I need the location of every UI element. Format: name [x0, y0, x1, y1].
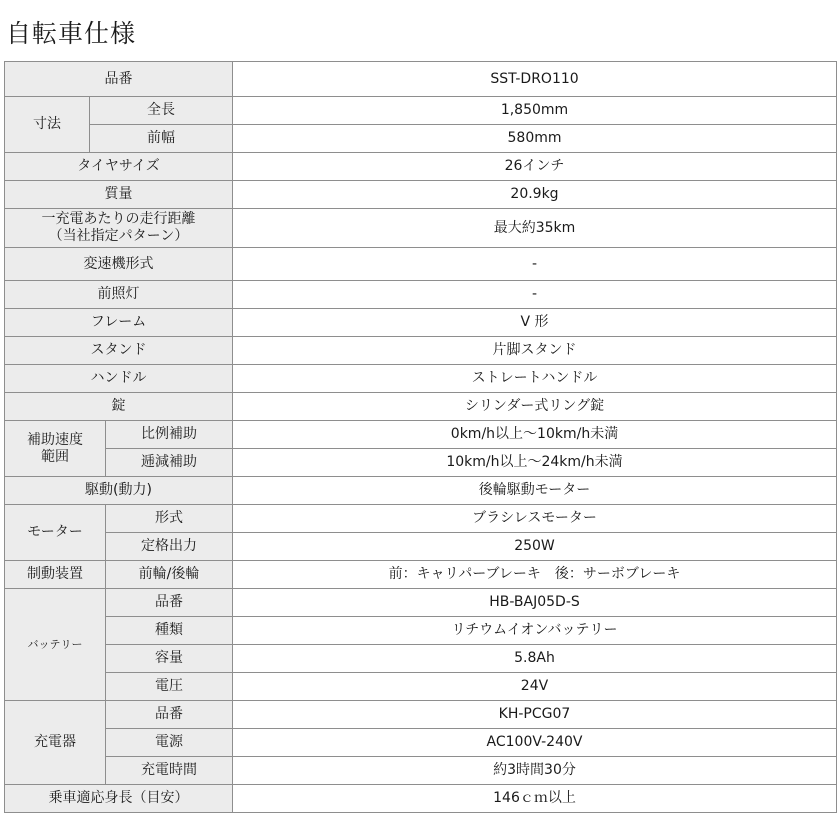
- row-value: 5.8Ah: [233, 645, 837, 673]
- row-value: 約3時間30分: [233, 757, 837, 785]
- table-row: [5, 153, 837, 181]
- row-value: 10km/h以上～24km/h未満: [233, 449, 837, 477]
- group-label: 制動装置: [5, 561, 106, 589]
- table-row: [5, 421, 837, 449]
- row-label: 錠: [5, 393, 233, 421]
- row-label: 電圧: [106, 673, 233, 701]
- row-value: SST-DRO110: [233, 62, 837, 97]
- table-row: [5, 561, 837, 589]
- table-row: [5, 673, 837, 701]
- row-value: 片脚スタンド: [233, 337, 837, 365]
- row-label: 品番: [106, 589, 233, 617]
- row-label-line: 一充電あたりの走行距離: [41, 211, 196, 227]
- group-label-line: 範囲: [41, 448, 69, 465]
- table-row: [5, 785, 837, 813]
- table-row: [5, 701, 837, 729]
- row-label: [5, 209, 233, 248]
- row-label: 形式: [106, 505, 233, 533]
- row-value: 0km/h以上～10km/h未満: [233, 421, 837, 449]
- row-label: 質量: [5, 181, 233, 209]
- table-row: [5, 125, 837, 153]
- row-label: 前幅: [90, 125, 233, 153]
- row-value: HB-BAJ05D-S: [233, 589, 837, 617]
- row-label: 前照灯: [5, 281, 233, 309]
- row-label: 定格出力: [106, 533, 233, 561]
- spec-table: [4, 61, 837, 813]
- row-value: -: [233, 248, 837, 281]
- row-value: 250W: [233, 533, 837, 561]
- row-value: 26インチ: [233, 153, 837, 181]
- row-value: シリンダー式リング錠: [233, 393, 837, 421]
- table-row: [5, 209, 837, 248]
- group-label: 充電器: [5, 701, 106, 785]
- row-value: ストレートハンドル: [233, 365, 837, 393]
- table-row: [5, 477, 837, 505]
- group-label: バッテリー: [5, 589, 106, 701]
- row-value: V 形: [233, 309, 837, 337]
- row-label: 比例補助: [106, 421, 233, 449]
- table-row: [5, 729, 837, 757]
- row-value: 前：キャリパーブレーキ 後：サーボブレーキ: [233, 561, 837, 589]
- row-value: 580mm: [233, 125, 837, 153]
- table-row: [5, 365, 837, 393]
- group-label: [5, 421, 106, 477]
- row-value: -: [233, 281, 837, 309]
- row-value: リチウムイオンバッテリー: [233, 617, 837, 645]
- row-label-line: （当社指定パターン）: [48, 228, 189, 244]
- row-label: 電源: [106, 729, 233, 757]
- table-row: [5, 181, 837, 209]
- table-row: [5, 449, 837, 477]
- row-value: 1,850mm: [233, 97, 837, 125]
- row-value: AC100V-240V: [233, 729, 837, 757]
- row-value: 後輪駆動モーター: [233, 477, 837, 505]
- group-label: モーター: [5, 505, 106, 561]
- table-row: [5, 505, 837, 533]
- table-row: [5, 393, 837, 421]
- row-label: 逓減補助: [106, 449, 233, 477]
- row-label: 容量: [106, 645, 233, 673]
- row-label: スタンド: [5, 337, 233, 365]
- row-value: 146ｃｍ以上: [233, 785, 837, 813]
- row-label: ハンドル: [5, 365, 233, 393]
- table-row: [5, 97, 837, 125]
- group-label: 寸法: [5, 97, 90, 153]
- row-label: 充電時間: [106, 757, 233, 785]
- page-title: 自転車仕様: [6, 19, 137, 48]
- table-row: [5, 533, 837, 561]
- row-label: 変速機形式: [5, 248, 233, 281]
- table-row: [5, 589, 837, 617]
- row-value: 最大約35km: [233, 209, 837, 248]
- row-value: KH-PCG07: [233, 701, 837, 729]
- table-row: [5, 62, 837, 97]
- row-label: 品番: [5, 62, 233, 97]
- row-label: 前輪/後輪: [106, 561, 233, 589]
- table-row: [5, 309, 837, 337]
- row-label: 駆動(動力): [5, 477, 233, 505]
- table-row: [5, 617, 837, 645]
- row-label: 全長: [90, 97, 233, 125]
- group-label-line: 補助速度: [27, 431, 83, 448]
- table-row: [5, 248, 837, 281]
- table-row: [5, 645, 837, 673]
- table-row: [5, 281, 837, 309]
- row-label: タイヤサイズ: [5, 153, 233, 181]
- row-label: 乗車適応身長（目安）: [5, 785, 233, 813]
- row-label: フレーム: [5, 309, 233, 337]
- row-value: 24V: [233, 673, 837, 701]
- row-value: ブラシレスモーター: [233, 505, 837, 533]
- row-label: 品番: [106, 701, 233, 729]
- table-row: [5, 337, 837, 365]
- row-value: 20.9kg: [233, 181, 837, 209]
- row-label: 種類: [106, 617, 233, 645]
- table-row: [5, 757, 837, 785]
